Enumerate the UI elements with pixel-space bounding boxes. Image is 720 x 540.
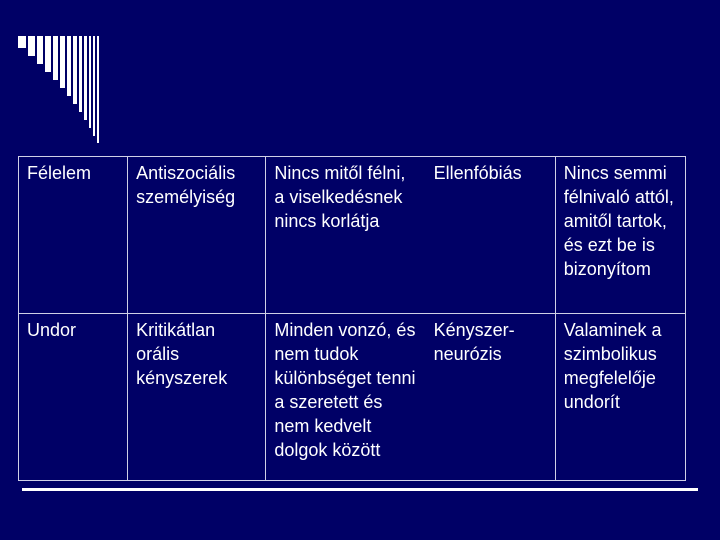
feeling-cell: Félelem [19, 157, 128, 314]
statement-cell: Nincs semmi félnivaló attól, amitől tartok, és ezt be is bizonyítom [555, 157, 685, 314]
decorative-stripes [18, 36, 128, 146]
counter-cell: Kényszer-neurózis [426, 314, 556, 481]
disorder-cell: Kritikátlan orális kényszerek [128, 314, 266, 481]
counter-cell: Ellenfóbiás [426, 157, 556, 314]
feeling-cell: Undor [19, 314, 128, 481]
disorder-cell: Antiszociális személyiség [128, 157, 266, 314]
belief-cell: Nincs mitől félni, a viselkedésnek nincs korlátja [266, 157, 426, 314]
table-row [19, 314, 686, 481]
belief-cell: Minden vonzó, és nem tudok különbséget tenni a szeretett és nem kedvelt dolgok között [266, 314, 426, 481]
statement-cell: Valaminek a szimbolikus megfelelője undorít [555, 314, 685, 481]
content-table [18, 156, 686, 481]
table-row [19, 157, 686, 314]
bottom-rule [22, 488, 698, 491]
